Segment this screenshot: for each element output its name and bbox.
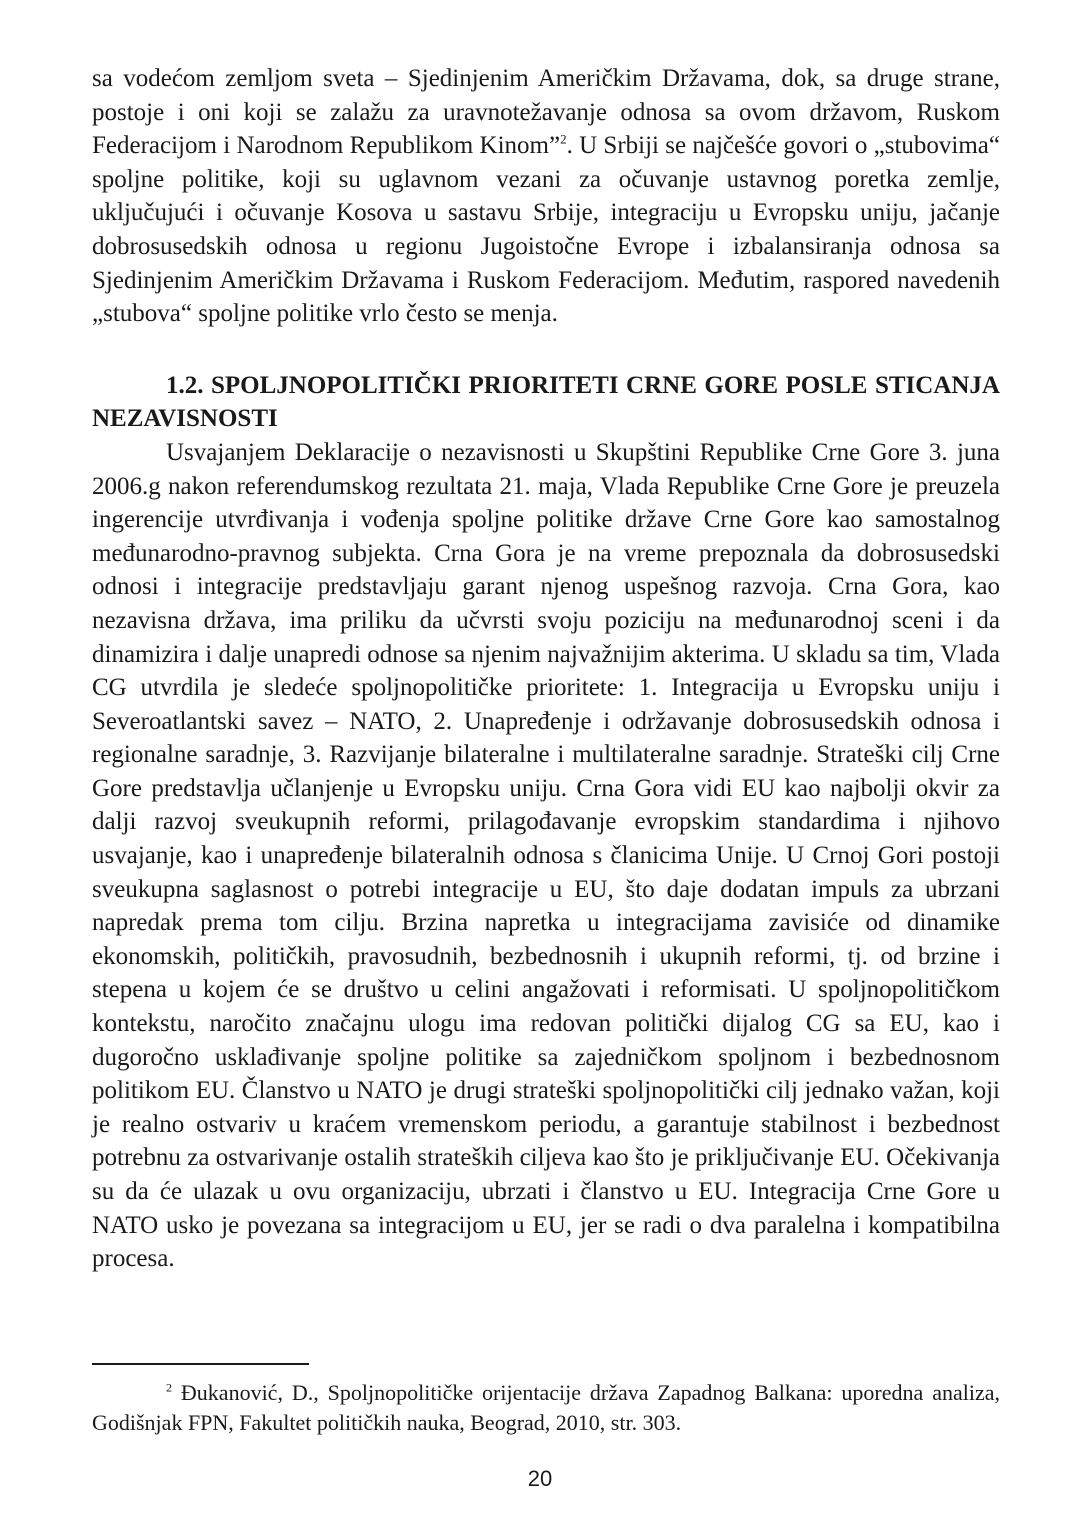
footnote — [92, 1378, 1000, 1438]
footnote-marker: 2 — [166, 1380, 172, 1395]
page-number: 20 — [527, 1466, 553, 1491]
section-heading: 1.2. SPOLJNOPOLITIČKI PRIORITETI CRNE GORE POSLE STICANJA NEZAVISNOSTI — [92, 371, 1000, 433]
body-paragraph-continued — [92, 62, 1000, 331]
footnote-reference[interactable]: 2 — [560, 131, 567, 147]
footnote-text: Đukanović, D., Spoljnopolitičke orijentacije država Zapadnog Balkana: uporedna analiza, Godišnjak FPN, Fakultet političkih nauka, Beograd, 2010, str. 303. — [92, 1380, 1000, 1435]
page-body — [92, 62, 1000, 1276]
paragraph-text: . U Srbiji se najčešće govori o „stubovima“ spoljne politike, koji su uglavnom vezani za očuvanje ustavnog poretka zemlje, uključujući i očuvanje Kosova u sastavu Srbije, integraciju u Evropsku uniju, jačanje dobrosusedskih odnosa u regionu Jugoistočne Evrope i izbalansiranja odnosa sa Sjedinjenim Američkim Državama i Ruskom Federacijom. Međutim, raspored navedenih „stubova“ spoljne politike vrlo često se menja. — [92, 132, 1000, 328]
footnote-separator — [92, 1363, 309, 1365]
paragraph-text: sa vodećom zemljom sveta – Sjedinjenim Američkim Državama, dok, sa druge strane, postoje i oni koji se zalažu za uravnotežavanje odnosa sa ovom državom, Ruskom Federacijom i Narodnom Republikom Kinom” — [92, 65, 1000, 160]
body-paragraph: Usvajanjem Deklaracije o nezavisnosti u Skupštini Republike Crne Gore 3. juna 2006.g nakon referendumskog rezultata 21. maja, Vlada Republike Crne Gore je preuzela ingerencije utvrđivanja i vođenja spoljne politike države Crne Gore kao samostalnog međunarodno-pravnog subjekta. Crna Gora je na vreme prepoznala da dobrosusedski odnosi i integracije predstavljaju garant njenog uspešnog razvoja. Crna Gora, kao nezavisna država, ima priliku da učvrsti svoju poziciju na međunarodnoj sceni i da dinamizira i dalje unapredi odnose sa njenim najvažnijim akterima. U skladu sa tim, Vlada CG utvrdila je sledeće spoljnopolitičke prioritete: 1. Integracija u Evropsku uniju i Severoatlantski savez – NATO, 2. Unapređenje i održavanje dobrosusedskih odnosa i regionalne saradnje, 3. Razvijanje bilateralne i multilateralne saradnje. Strateški cilj Crne Gore predstavlja učlanjenje u Evropsku uniju. Crna Gora vidi EU kao najbolji okvir za dalji razvoj sveukupnih reformi, prilagođavanje evropskim standardima i njihovo usvajanje, kao i unapređenje bilateralnih odnosa s članicima Unije. U Crnoj Gori postoji sveukupna saglasnost o potrebi integracije u EU, što daje dodatan impuls za ubrzani napredak prema tom cilju. Brzina napretka u integracijama zavisiće od dinamike ekonomskih, političkih, pravosudnih, bezbednosnih i ukupnih reformi, tj. od brzine i stepena u kojem će se društvo u celini angažovati i reformisati. U spoljnopolitičkom kontekstu, naročito značajnu ulogu ima redovan politički dijalog CG sa EU, kao i dugoročno usklađivanje spoljne politike sa zajedničkom spoljnom i bezbednosnom politikom EU. Članstvo u NATO je drugi strateški spoljnopolitički cilj jednako važan, koji je realno ostvariv u kraćem vremenskom periodu, a garantuje stabilnost i bezbednost potrebnu za ostvarivanje ostalih strateških ciljeva kao što je priključivanje EU. Očekivanja su da će ulazak u ovu organizaciju, ubrzati i članstvo u EU. Integracija Crne Gore u NATO usko je povezana sa integracijom u EU, jer se radi o dva paralelna i kompatibilna procesa. — [92, 438, 1000, 1273]
